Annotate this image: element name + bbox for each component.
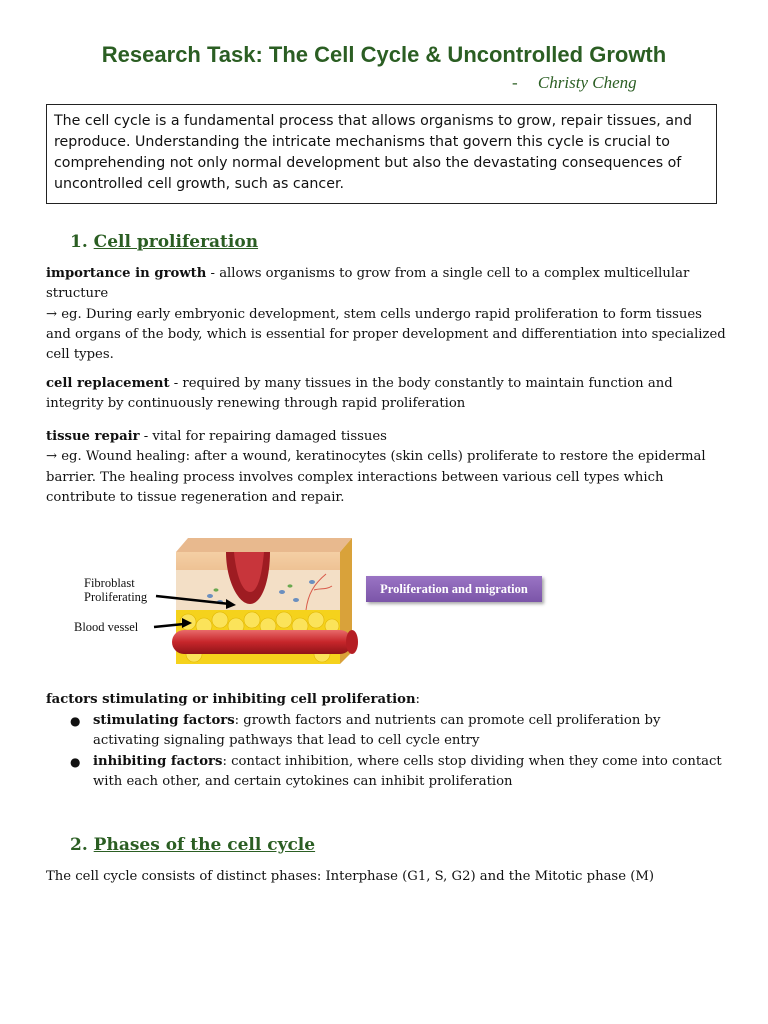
proliferation-migration-box: Proliferation and migration: [366, 576, 542, 602]
section-2-number: 2.: [70, 835, 88, 855]
author-line: [512, 73, 637, 93]
repair-paragraph: [46, 427, 726, 508]
replacement-text: - required by many tissues in the body constantly to maintain function and integrity by continuously renewing through rapid proliferation: [46, 376, 673, 412]
section-1-heading: [70, 232, 258, 252]
inhibiting-text: : contact inhibition, where cells stop dividing when they come into contact with each other, and certain cytokines can inhibit proliferation: [93, 753, 722, 789]
replacement-term: cell replacement: [46, 376, 170, 391]
bullet-icon: ●: [70, 754, 81, 769]
growth-paragraph: [46, 264, 726, 365]
replacement-paragraph: [46, 374, 726, 415]
factors-list: [46, 711, 726, 792]
factors-heading: [46, 690, 726, 710]
repair-text: - vital for repairing damaged tissues: [139, 429, 387, 444]
phases-paragraph: The cell cycle consists of distinct phases: Interphase (G1, S, G2) and the Mitotic phase (M): [46, 869, 654, 884]
wound-healing-figure: [70, 530, 550, 670]
section-1-number: 1.: [70, 232, 88, 252]
factors-heading-text: factors stimulating or inhibiting cell proliferation: [46, 692, 416, 707]
repair-term: tissue repair: [46, 429, 140, 444]
fibroblast-label: [84, 576, 147, 604]
factors-heading-colon: :: [415, 692, 420, 707]
stimulating-text: : growth factors and nutrients can promote cell proliferation by activating signaling pathways that lead to cell cycle entry: [93, 713, 661, 749]
repair-example: → eg. Wound healing: after a wound, keratinocytes (skin cells) proliferate to restore the epidermal barrier. The healing process involves complex interactions between various cell types which contribute to tissue regeneration and repair.: [46, 449, 706, 505]
stimulating-term: stimulating factors: [93, 713, 235, 728]
list-item: [46, 752, 726, 793]
list-item: [46, 711, 726, 752]
growth-term: importance in growth: [46, 266, 207, 281]
bullet-icon: ●: [70, 714, 81, 728]
intro-box: The cell cycle is a fundamental process that allows organisms to grow, repair tissues, and reproduce. Understanding the intricate mechanisms that govern this cycle is crucial to comprehending not only normal development but also the devastating consequences of uncontrolled cell growth, such as cancer.: [46, 104, 717, 204]
section-1-title: Cell proliferation: [93, 232, 259, 252]
author-name: Christy Cheng: [537, 73, 637, 92]
fibroblast-label-line1: Fibroblast: [84, 576, 135, 590]
growth-text: - allows organisms to grow from a single cell to a complex multicellular structure: [46, 266, 690, 302]
section-2-heading: [70, 835, 315, 855]
growth-example: → eg. During early embryonic development, stem cells undergo rapid proliferation to form tissues and organs of the body, which is essential for proper development and differentiation into specialized cell types.: [46, 306, 726, 363]
author-dash: -: [512, 73, 518, 92]
page-title: Research Task: The Cell Cycle & Uncontrolled Growth: [101, 42, 667, 67]
fibroblast-label-line2: Proliferating: [84, 590, 148, 604]
inhibiting-term: inhibiting factors: [93, 753, 223, 769]
section-2-title: Phases of the cell cycle: [93, 835, 316, 855]
blood-vessel-label: Blood vessel: [74, 620, 139, 634]
